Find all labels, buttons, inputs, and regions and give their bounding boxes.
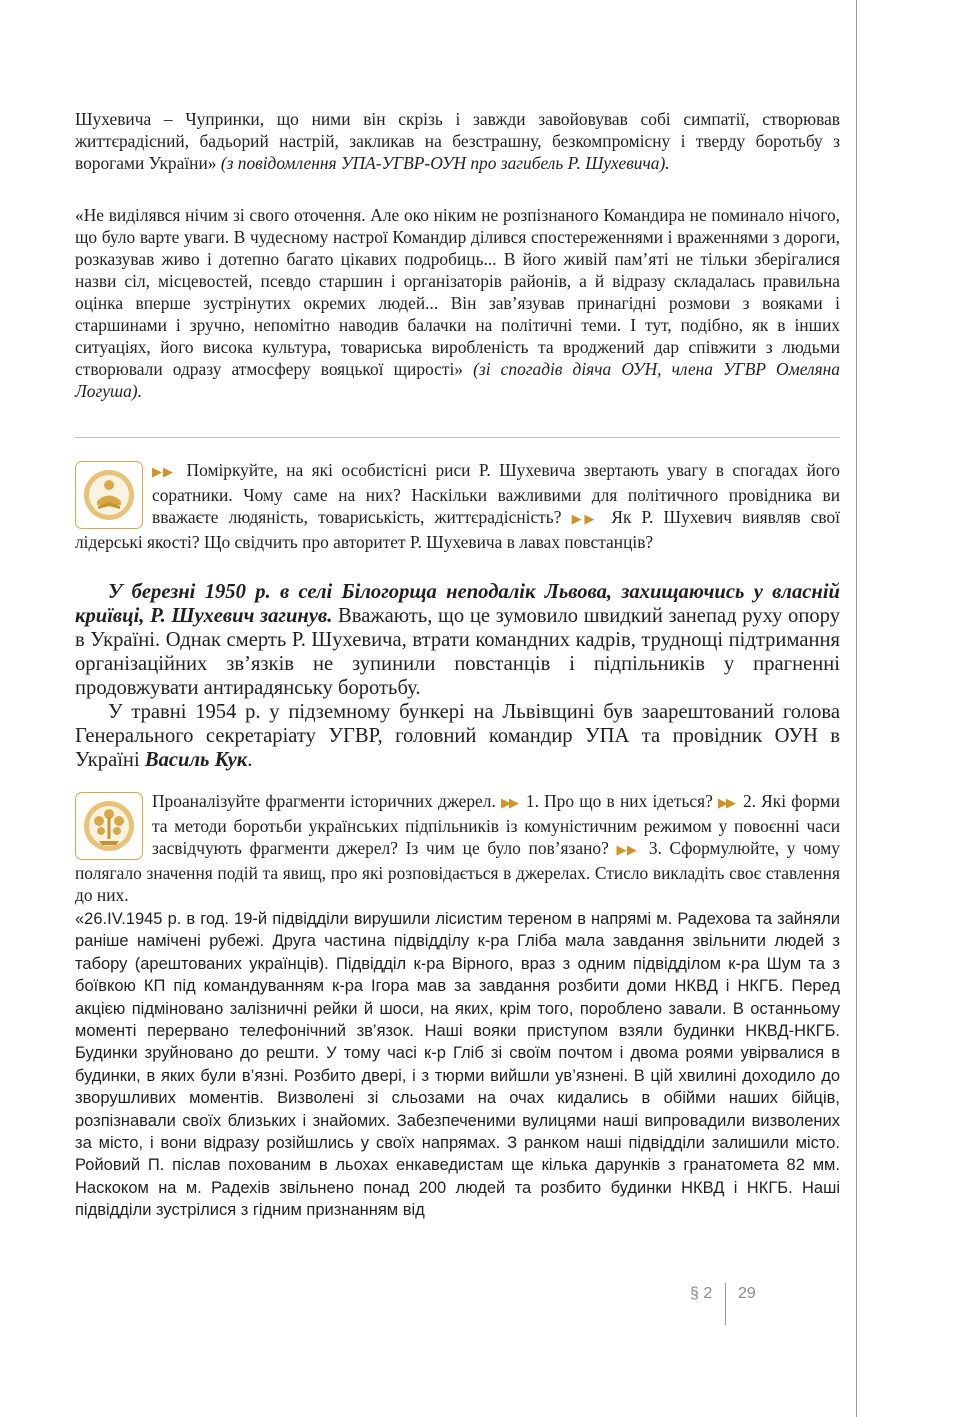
section-divider (75, 437, 840, 438)
quote-text: «Не виділявся нічим зі свого оточення. Але око ніким не розпізнаного Командира не поминало нічого, що було варте уваги. В чудесному настрої Командир ділився спостереженнями і враженнями з дороги, розказував живо і дотепно багато цікавих подробиць... В його живій пам’яті не тільки зберігалися назви сіл, місцевостей, псевдо старшин і організаторів районів, а й відразу складалась правильна оцінка вперше зустрінутих окремих людей... Він зав’язував принагідні розмови з вояками і старшинами і зручно, непомітно наводив балачки на політичні теми. І тут, подібно, як в інших ситуаціях, його висока культура, товариська виробленість та вроджений дар співжити з людьми створювали одразу атмосферу вояцької щирості» (75, 205, 840, 379)
question-1-part-1: Поміркуйте, на які особистісні риси Р. Шухевича звертають увагу в спогадах його соратники. Чому саме на них? Наскільки важливими для політичного провідника ви вважаєте людяність, товариськість, життєрадісність? (152, 460, 840, 527)
quote-source: (з повідомлення УПА-УГВР-ОУН про загибель Р. Шухевича). (220, 153, 670, 173)
reading-person-icon (75, 461, 143, 529)
page-number: 29 (738, 1285, 756, 1302)
paragraph-text: Вважають, що це зумовило швидкий занепад руху опору в Україні. Однак смерть Р. Шухевича, втрати командних кадрів, труднощі підтримання організаційних зв’язків не зупинили повстанців і підпільників у прагненні продовжувати антирадянську боротьбу. (75, 605, 840, 699)
question-1-part-2: Як Р. Шухевич виявляв свої лідерські якості? Що свідчить про авторитет Р. Шухевича в лавах повстанців? (75, 507, 841, 552)
quote-paragraph-1 (75, 108, 840, 174)
section-number: § 2 (690, 1285, 713, 1302)
historical-source-text: «26.IV.1945 р. в год. 19-й підвідділи вирушили лісистим тереном в напрямі м. Радехова та зайняли раніше намічені рубежі. Друга частина підвідділу к-ра Гліба мала завдання звільнити людей з табору (арештованих українців). Підвідділ к-ра Вірного, враз з одним підвідділом к-ра Шум та з боївкою КП під командуванням к-ра Ігора мав за завдання розбити доми НКВД і НКГБ. Перед акцією підміновано залізничні рейки й шоси, на яких, крім того, пороблено завали. В останньому моменті перервано телефонічний зв’язок. Наші вояки приступом взяли будинки НКВД-НКГБ. Будинки зруйновано до решти. У тому часі к-р Гліб зі своїм почтом і двома роями увірвалися в будинки, в яких були в’язні. Розбито двері, і з тюрми вийшли ув’язнені. В цій хвилині доходило до зворушливих моментів. Визволені зі сльозами на очах кидались в обійми наших бійців, розпізнавали своїх близьких і знайомих. Забезпеченими вулицями наші випровадили визволених за місто, і вони відразу розійшлись у своїх напрямах. З ранком наші підвідділи залишили місто. Ройовий П. післав похованим в льохах енкаведистам ще кілька дарунків з гранатомета 82 мм. Наскоком на м. Радехів звільнено понад 200 людей та розбито будинки НКВД і НКГБ. Наші підвідділи зустрілися з гідним признанням від (75, 910, 840, 1220)
question-2-intro: Проаналізуйте фрагменти історичних джерел. (152, 791, 496, 811)
double-arrow-icon: ▶▶ (616, 843, 638, 858)
page-edge-rule (856, 0, 857, 1417)
question-2-item-3: 3. Сформулюйте, у чому полягало значення подій та явищ, про які розповідається в джерелах. Стисло викладіть своє ставлення до них. (75, 838, 840, 905)
question-2-item-2: 2. Які форми та методи боротьби українських підпільників із комуністичним режимом у повоєнні часи засвідчують фрагменти джерел? Із чим це було пов’язано? (152, 791, 840, 858)
quote-text: Шухевича – Чупринки, що ними він скрізь і завжди завойовував собі симпатії, створював життєрадісний, бадьорий настрій, закликав на безстрашну, безкомпромісну і тверду боротьбу з ворогами України» (75, 109, 840, 173)
question-block-2 (75, 790, 840, 906)
quote-source: (зі спогадів діяча ОУН, члена УГВР Омеляна Логуша). (75, 359, 840, 401)
double-arrow-icon: ▶▶ (152, 465, 175, 480)
question-2-item-1: 1. Про що в них ідеться? (525, 791, 713, 811)
tree-icon (75, 792, 143, 860)
main-paragraph-2 (75, 700, 840, 772)
paragraph-text: У травні 1954 р. у підземному бункері на Львівщині був заарештований голова Генерального секретаріату УГВР, головний командир УПА та провідник ОУН в Україні (75, 701, 840, 771)
footer-divider (725, 1283, 726, 1325)
question-block-1 (75, 459, 840, 553)
double-arrow-icon: ▶▶ (571, 512, 598, 527)
double-arrow-icon: ▶▶ (718, 796, 734, 811)
highlight-text: У березні 1950 р. в селі Білогорща неподалік Львова, захищаючись у власній криївці, Р. Шухевич загинув. (75, 581, 840, 627)
double-arrow-icon: ▶▶ (500, 796, 517, 811)
quote-paragraph-2 (75, 204, 840, 402)
main-paragraph-1 (75, 580, 840, 700)
main-text (75, 580, 840, 772)
person-name: Василь Кук (144, 749, 248, 771)
paragraph-end: . (247, 749, 253, 771)
